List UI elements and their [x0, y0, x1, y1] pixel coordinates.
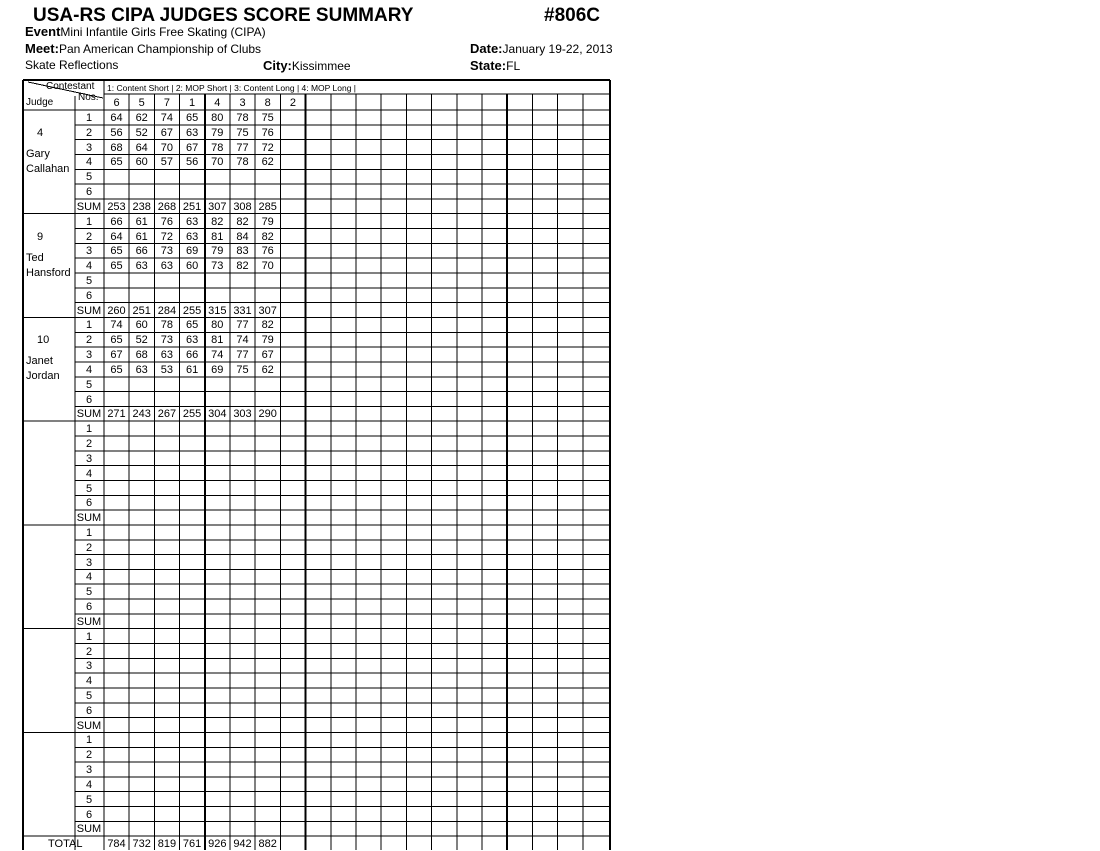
- sum-cell: 251: [182, 200, 202, 213]
- sum-cell: 315: [208, 304, 227, 317]
- sum-label: SUM: [76, 719, 102, 732]
- score-cell: 82: [211, 215, 224, 228]
- contestant-number: 4: [214, 97, 221, 109]
- score-cell: 60: [185, 260, 199, 273]
- sum-cell: 308: [233, 200, 252, 213]
- score-cell: 70: [261, 260, 274, 273]
- row-label: 1: [85, 630, 93, 643]
- score-cell: 70: [211, 156, 224, 169]
- score-cell: 64: [110, 230, 123, 243]
- score-cell: 69: [185, 245, 199, 258]
- row-label: 4: [85, 260, 93, 273]
- state-value: FL: [506, 59, 521, 73]
- total-label: TOTAL: [48, 838, 83, 851]
- score-cell: 62: [261, 363, 274, 376]
- row-label: 1: [85, 215, 93, 228]
- sum-cell: 238: [132, 200, 151, 213]
- judge-number: 10: [37, 334, 50, 347]
- score-cell: 74: [211, 349, 224, 362]
- row-label: 3: [85, 141, 93, 154]
- score-cell: 62: [135, 112, 148, 124]
- sum-cell: 268: [157, 200, 177, 213]
- score-cell: 82: [261, 230, 274, 243]
- row-label: 6: [85, 497, 93, 510]
- score-cell: 76: [261, 126, 274, 139]
- sum-cell: 285: [258, 200, 277, 213]
- score-cell: 65: [185, 112, 199, 124]
- event-label: Event: [25, 24, 61, 39]
- score-legend: 1: Content Short | 2: MOP Short | 3: Content Long | 4: MOP Long |: [107, 83, 357, 93]
- score-cell: 60: [135, 319, 148, 332]
- row-label: 3: [85, 245, 93, 258]
- city-value: Kissimmee: [291, 59, 351, 73]
- score-cell: 80: [211, 112, 224, 124]
- row-label: 6: [85, 393, 93, 406]
- judge-info: [26, 333, 60, 384]
- meet-value: Pan American Championship of Clubs: [58, 42, 262, 56]
- sum-label: SUM: [76, 823, 102, 836]
- row-label: 5: [85, 586, 93, 599]
- club-name: Skate Reflections: [25, 58, 119, 72]
- score-cell: 79: [261, 215, 274, 228]
- total-cell: 732: [132, 838, 151, 851]
- row-label: 5: [85, 275, 93, 288]
- sum-cell: 267: [157, 408, 177, 421]
- score-cell: 81: [211, 230, 224, 243]
- score-cell: 73: [160, 334, 174, 347]
- score-cell: 74: [110, 319, 123, 332]
- score-cell: 75: [236, 126, 249, 139]
- score-cell: 67: [185, 141, 199, 154]
- judge-last-name: Callahan: [26, 163, 70, 175]
- row-label: 5: [85, 171, 93, 184]
- row-label: 2: [85, 645, 93, 658]
- sum-cell: 303: [233, 408, 252, 421]
- score-cell: 78: [236, 112, 249, 124]
- score-cell: 77: [236, 349, 249, 362]
- score-cell: 70: [160, 141, 174, 154]
- score-cell: 78: [211, 141, 224, 154]
- total-cell: 926: [208, 838, 227, 851]
- row-label: 4: [85, 156, 93, 169]
- sum-cell: 271: [107, 408, 126, 421]
- row-label: 3: [85, 764, 93, 777]
- row-label: 2: [85, 334, 93, 347]
- score-cell: 65: [110, 245, 123, 258]
- score-cell: 63: [160, 260, 174, 273]
- row-label: 2: [85, 230, 93, 243]
- score-cell: 67: [261, 349, 274, 362]
- sum-cell: 255: [182, 408, 202, 421]
- row-label: 2: [85, 749, 93, 762]
- score-cell: 74: [160, 112, 174, 124]
- score-cell: 61: [135, 230, 148, 243]
- score-cell: 69: [211, 363, 224, 376]
- score-cell: 61: [185, 363, 199, 376]
- score-cell: 65: [110, 260, 123, 273]
- score-cell: 63: [135, 363, 148, 376]
- sum-label: SUM: [76, 304, 102, 317]
- score-cell: 63: [185, 334, 199, 347]
- score-cell: 63: [160, 349, 174, 362]
- total-cell: 942: [233, 838, 252, 851]
- row-label: 6: [85, 289, 93, 302]
- judge-info: [26, 126, 69, 177]
- score-cell: 78: [160, 319, 174, 332]
- score-cell: 52: [135, 126, 148, 139]
- score-cell: 79: [261, 334, 274, 347]
- score-cell: 63: [185, 215, 199, 228]
- score-cell: 82: [236, 260, 249, 273]
- contestant-header: Contestant: [46, 81, 95, 92]
- row-label: 6: [85, 808, 93, 821]
- row-label: 1: [85, 112, 93, 124]
- contestant-number: 3: [239, 97, 246, 109]
- contestant-number: 6: [113, 97, 120, 109]
- judge-last-name: Jordan: [26, 370, 60, 383]
- judge-last-name: Hansford: [26, 266, 71, 279]
- row-label: 4: [85, 675, 93, 688]
- form-number: #806C: [544, 5, 600, 26]
- total-cell: 784: [107, 838, 126, 851]
- score-cell: 82: [261, 319, 274, 332]
- score-cell: 78: [236, 156, 249, 169]
- score-cell: 79: [211, 126, 224, 139]
- score-cell: 75: [236, 363, 249, 376]
- sum-cell: 243: [132, 408, 151, 421]
- score-cell: 56: [185, 156, 199, 169]
- row-label: 5: [85, 689, 93, 702]
- judge-number: 9: [37, 230, 44, 243]
- score-cell: 66: [110, 215, 123, 228]
- row-label: 6: [85, 704, 93, 717]
- nos-header: Nos.: [78, 92, 99, 103]
- row-label: 3: [85, 556, 93, 569]
- contestant-number: 7: [163, 97, 170, 109]
- sum-cell: 290: [258, 408, 277, 421]
- score-cell: 79: [211, 245, 224, 258]
- sum-cell: 307: [258, 304, 277, 317]
- score-cell: 84: [236, 230, 249, 243]
- score-cell: 57: [160, 156, 174, 169]
- sum-cell: 251: [132, 304, 151, 317]
- row-label: 2: [85, 438, 93, 451]
- city-label: City:: [263, 58, 292, 73]
- row-label: 3: [85, 452, 93, 465]
- page-title: USA-RS CIPA JUDGES SCORE SUMMARY: [33, 5, 414, 26]
- row-label: 4: [85, 571, 93, 584]
- score-cell: 72: [261, 141, 274, 154]
- sum-cell: 255: [182, 304, 202, 317]
- score-cell: 81: [211, 334, 224, 347]
- row-label: 6: [85, 601, 93, 614]
- row-label: 1: [85, 319, 93, 332]
- judge-info: [26, 230, 71, 281]
- score-cell: 64: [110, 112, 123, 124]
- sum-label: SUM: [76, 408, 102, 421]
- score-cell: 83: [236, 245, 249, 258]
- total-cell: 819: [157, 838, 177, 851]
- score-cell: 67: [160, 126, 174, 139]
- score-cell: 63: [135, 260, 148, 273]
- judge-header: Judge: [26, 97, 54, 108]
- row-label: 3: [85, 349, 93, 362]
- judge-first-name: Janet: [26, 355, 53, 368]
- contestant-number: 2: [289, 97, 296, 109]
- score-cell: 63: [185, 230, 199, 243]
- sum-cell: 253: [107, 200, 126, 213]
- row-label: 3: [85, 660, 93, 673]
- row-label: 1: [85, 734, 93, 747]
- score-cell: 77: [236, 141, 249, 154]
- score-cell: 66: [135, 245, 148, 258]
- sum-cell: 260: [107, 304, 126, 317]
- score-cell: 75: [261, 112, 274, 124]
- score-cell: 53: [160, 363, 174, 376]
- contestant-number: 8: [264, 97, 271, 109]
- score-cell: 82: [236, 215, 249, 228]
- score-cell: 74: [236, 334, 249, 347]
- score-cell: 68: [135, 349, 148, 362]
- score-cell: 66: [185, 349, 199, 362]
- score-cell: 61: [135, 215, 148, 228]
- date-value: January 19-22, 2013: [502, 42, 613, 56]
- score-cell: 60: [135, 156, 148, 169]
- score-cell: 65: [110, 334, 123, 347]
- sum-label: SUM: [76, 615, 102, 628]
- judge-first-name: Gary: [26, 148, 50, 160]
- sum-label: SUM: [76, 512, 102, 525]
- date-label: Date:: [470, 41, 503, 56]
- row-label: 4: [85, 363, 93, 376]
- row-label: 4: [85, 778, 93, 791]
- score-cell: 52: [135, 334, 148, 347]
- row-label: 5: [85, 482, 93, 495]
- score-cell: 73: [160, 245, 174, 258]
- score-cell: 62: [261, 156, 274, 169]
- row-label: 5: [85, 378, 93, 391]
- score-cell: 68: [110, 141, 123, 154]
- total-cell: 882: [258, 838, 277, 851]
- judge-first-name: Ted: [26, 251, 44, 264]
- score-cell: 73: [211, 260, 224, 273]
- contestant-number: 1: [189, 97, 196, 109]
- sum-cell: 307: [208, 200, 227, 213]
- state-label: State:: [470, 58, 507, 73]
- score-cell: 56: [110, 126, 123, 139]
- score-cell: 65: [110, 156, 123, 169]
- event-value: Mini Infantile Girls Free Skating (CIPA): [60, 25, 266, 39]
- sum-cell: 331: [233, 304, 252, 317]
- row-label: 1: [85, 526, 93, 539]
- score-cell: 76: [160, 215, 174, 228]
- row-label: 4: [85, 467, 93, 480]
- score-cell: 72: [160, 230, 174, 243]
- sum-cell: 304: [208, 408, 227, 421]
- score-cell: 65: [110, 363, 123, 376]
- judge-number: 4: [37, 127, 44, 139]
- row-label: 5: [85, 793, 93, 806]
- score-cell: 64: [135, 141, 148, 154]
- score-cell: 63: [185, 126, 199, 139]
- sum-label: SUM: [76, 200, 102, 213]
- sum-cell: 284: [157, 304, 177, 317]
- contestant-number: 5: [138, 97, 145, 109]
- score-cell: 76: [261, 245, 274, 258]
- score-cell: 77: [236, 319, 249, 332]
- score-cell: 67: [110, 349, 123, 362]
- score-cell: 80: [211, 319, 224, 332]
- row-label: 2: [85, 541, 93, 554]
- meet-label: Meet:: [25, 41, 59, 56]
- row-label: 6: [85, 186, 93, 199]
- total-cell: 761: [182, 838, 202, 851]
- row-label: 1: [85, 423, 93, 436]
- score-cell: 65: [185, 319, 199, 332]
- row-label: 2: [85, 126, 93, 139]
